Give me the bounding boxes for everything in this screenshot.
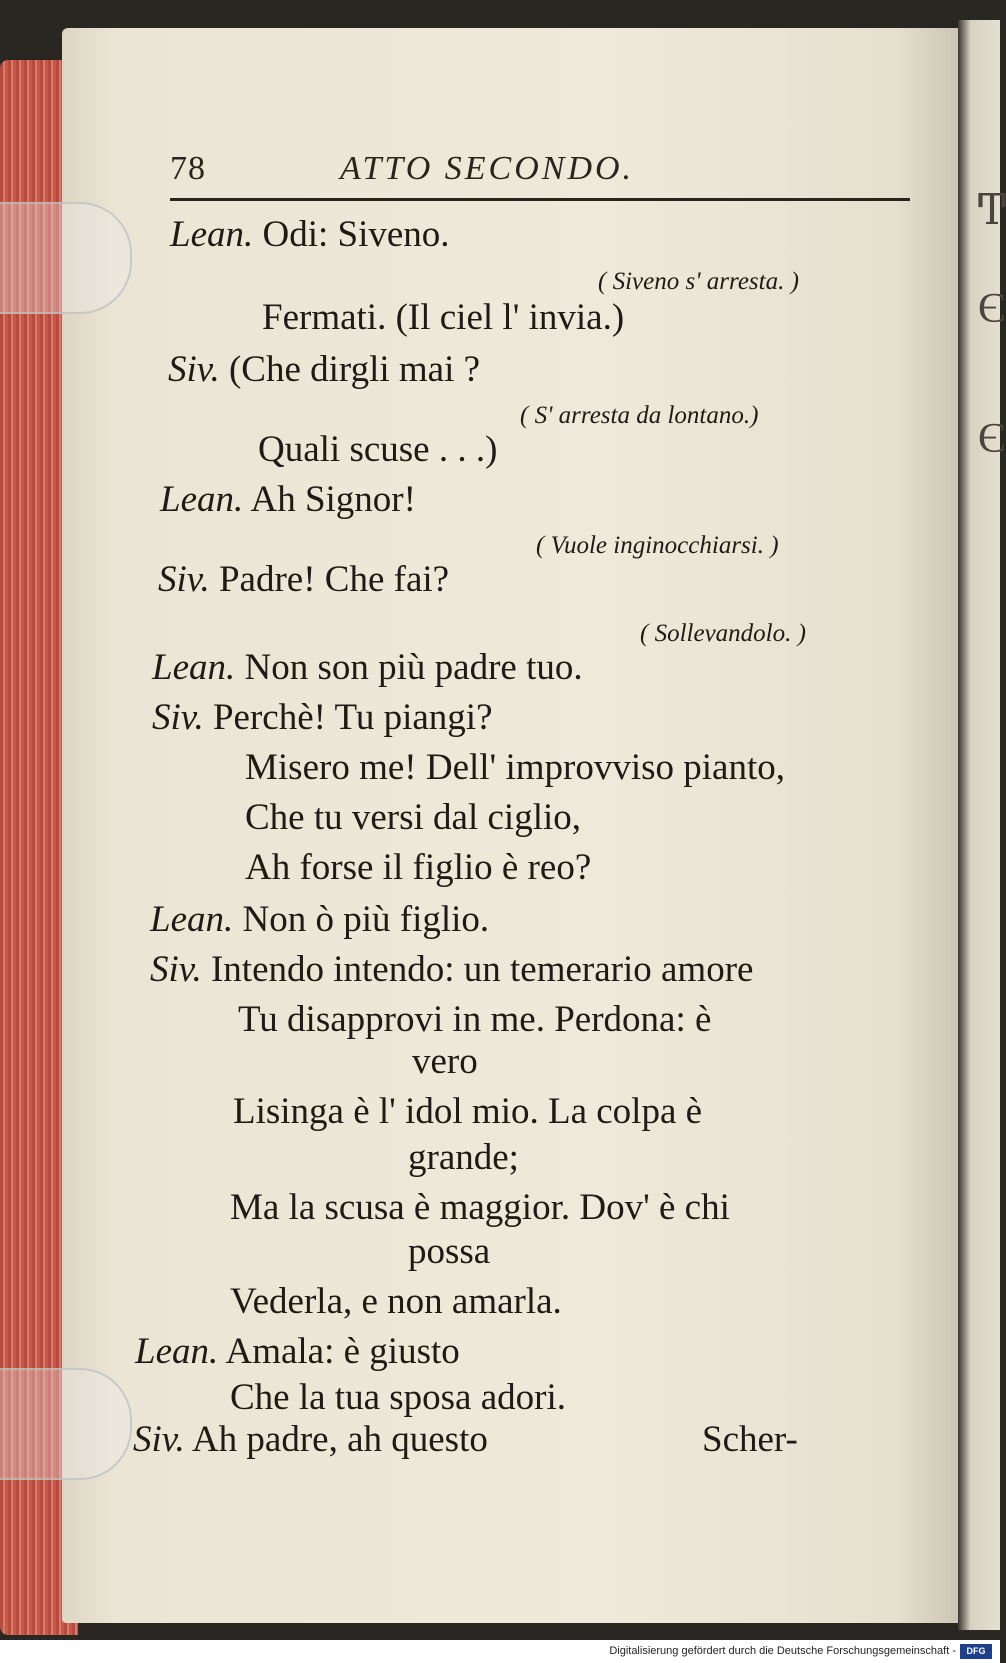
verse-line xyxy=(170,213,450,257)
verse-text: possa xyxy=(408,1231,491,1272)
dfg-logo-icon: DFG xyxy=(960,1644,992,1659)
verse-text: Perchè! Tu piangi? xyxy=(212,697,493,738)
verse-line xyxy=(168,348,480,392)
verse-text: Odi: Siveno. xyxy=(262,214,450,255)
facing-page-glyph: Є xyxy=(978,416,1006,462)
verse-text: vero xyxy=(412,1041,478,1082)
verse-line xyxy=(230,1376,566,1420)
speaker-label: Lean. xyxy=(152,647,236,688)
facing-page-glyph: Ͳ xyxy=(978,188,1006,234)
page-header xyxy=(170,150,910,192)
verse-text: Ah Signor! xyxy=(250,479,416,520)
verse-line xyxy=(412,1040,478,1084)
speaker-label: Lean. xyxy=(160,479,244,520)
speaker-label: Lean. xyxy=(150,899,234,940)
speaker-label: Lean. xyxy=(170,214,254,255)
verse-line xyxy=(150,898,489,942)
verse-line xyxy=(230,1280,562,1324)
verse-line xyxy=(408,1136,519,1180)
verse-line xyxy=(160,478,416,522)
stage-direction: ( S' arresta da lontano.) xyxy=(520,402,759,429)
running-head: ATTO SECONDO. xyxy=(340,150,635,187)
verse-line xyxy=(233,1090,702,1134)
verse-line xyxy=(258,428,497,472)
verse-text: Intendo intendo: un temerario amore xyxy=(210,949,754,990)
stage-direction: ( Vuole inginocchiarsi. ) xyxy=(536,532,779,559)
verse-text: Ah forse il figlio è reo? xyxy=(245,847,592,888)
verse-line xyxy=(262,296,624,340)
verse-text: Fermati. (Il ciel l' invia.) xyxy=(262,297,625,338)
speaker-label: Siv. xyxy=(158,559,210,600)
catchword: Scher- xyxy=(702,1419,798,1460)
verse-line xyxy=(245,796,581,840)
speaker-label: Siv. xyxy=(168,349,220,390)
verse-text: Quali scuse . . .) xyxy=(258,429,498,470)
verse-text: Ma la scusa è maggior. Dov' è chi xyxy=(230,1187,730,1228)
verse-text: Tu disapprovi in me. Perdona: è xyxy=(238,999,712,1040)
verse-text: Amala: è giusto xyxy=(225,1331,460,1372)
verse-text: Ah padre, ah questo xyxy=(191,1419,488,1460)
speaker-label: Siv. xyxy=(152,697,204,738)
verse-line xyxy=(238,998,711,1042)
verse-text: Vederla, e non amarla. xyxy=(230,1281,562,1322)
verse-line xyxy=(245,846,591,890)
verse-line xyxy=(133,1418,488,1462)
page-number: 78 xyxy=(170,150,206,187)
facing-page-glyph: Є xyxy=(978,286,1006,332)
verse-text: Lisinga è l' idol mio. La colpa è xyxy=(233,1091,703,1132)
speaker-label: Siv. xyxy=(150,949,202,990)
verse-line xyxy=(408,1230,490,1274)
speaker-label: Lean. xyxy=(135,1331,219,1372)
page-clip-bottom xyxy=(0,1368,132,1480)
verse-text: Che la tua sposa adori. xyxy=(230,1377,566,1418)
verse-text: Non son più padre tuo. xyxy=(244,647,583,688)
verse-line xyxy=(152,696,493,740)
stage-direction: ( Sollevandolo. ) xyxy=(640,620,806,647)
verse-text: Che tu versi dal ciglio, xyxy=(245,797,582,838)
footer-credit: Digitalisierung gefördert durch die Deutsche Forschungsgemeinschaft - xyxy=(609,1645,956,1657)
verse-text: (Che dirgli mai ? xyxy=(228,349,481,390)
verse-text: grande; xyxy=(408,1137,519,1178)
verse-line xyxy=(245,746,785,790)
stage-direction: ( Siveno s' arresta. ) xyxy=(598,268,799,295)
facing-page-edge xyxy=(958,20,1000,1630)
verse-text: Non ò più figlio. xyxy=(242,899,490,940)
verse-line xyxy=(135,1330,460,1374)
digitization-footer xyxy=(0,1640,1000,1663)
speaker-label: Siv. xyxy=(133,1419,185,1460)
verse-line xyxy=(158,558,449,602)
verse-text: Misero me! Dell' improvviso pianto, xyxy=(245,747,786,788)
header-rule xyxy=(170,198,910,201)
verse-line xyxy=(230,1186,730,1230)
page-clip-top xyxy=(0,202,132,314)
verse-line xyxy=(150,948,753,992)
verse-text: Padre! Che fai? xyxy=(218,559,450,600)
verse-line xyxy=(152,646,583,690)
